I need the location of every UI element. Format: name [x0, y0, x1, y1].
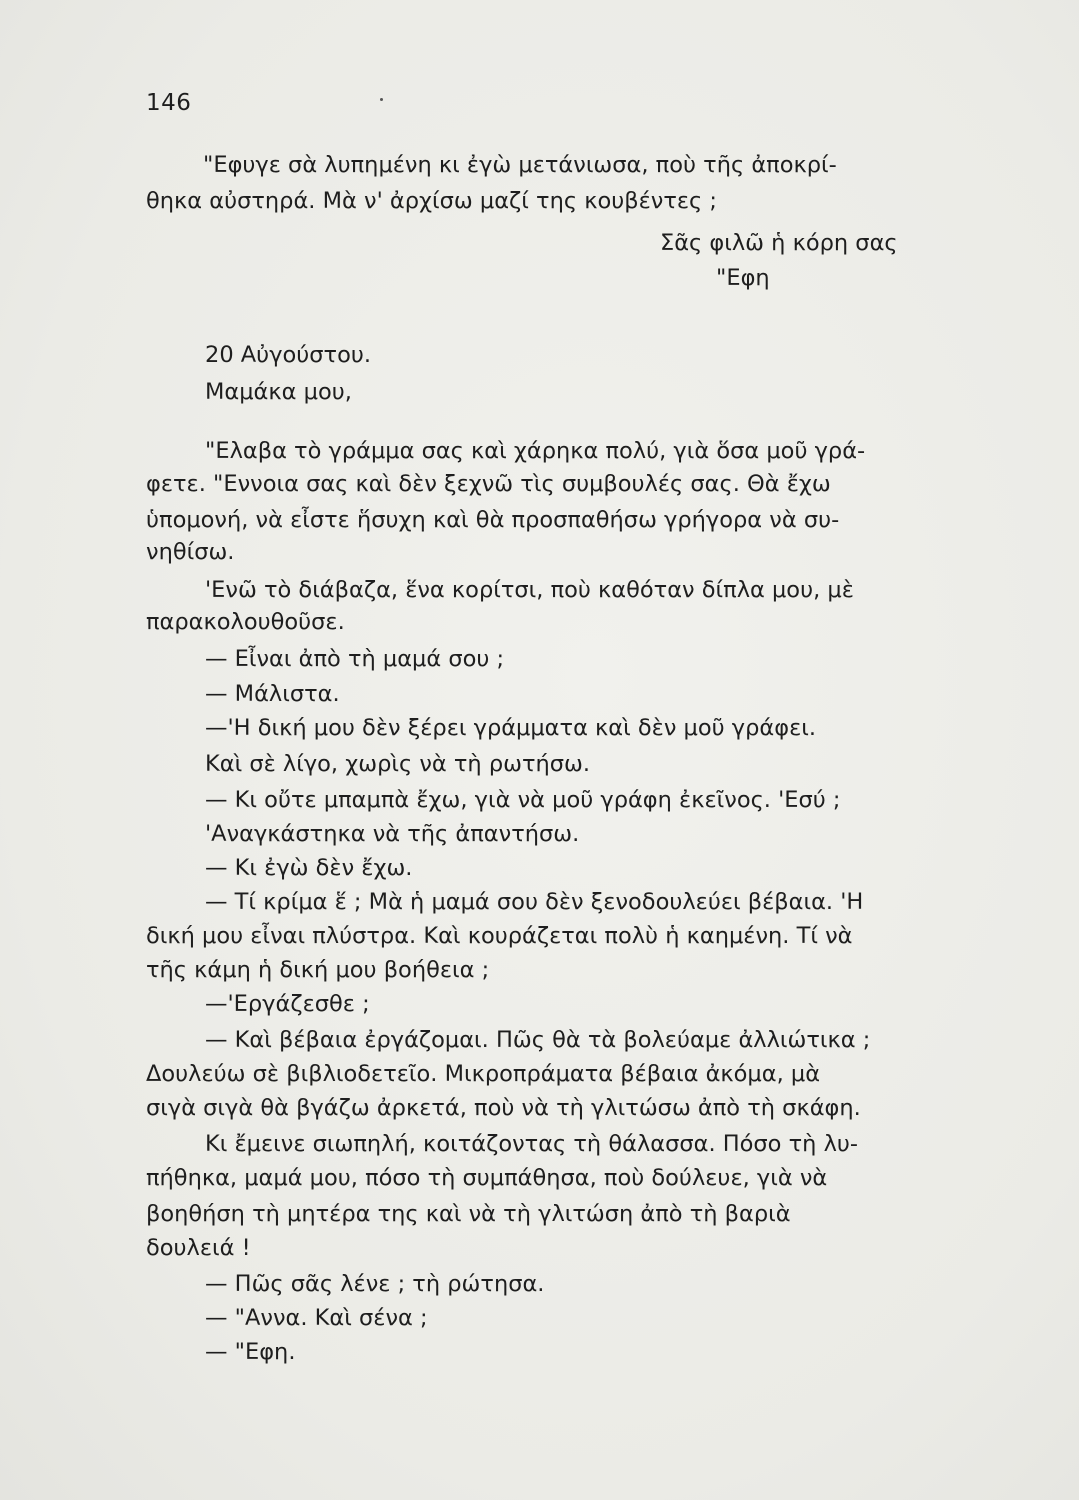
text-line: "Εφυγε σὰ λυπημένη κι ἐγὼ μετάνιωσα, ποὺ τῆς ἀποκρί- [203, 152, 837, 178]
dialogue-line: — "Εφη. [205, 1339, 296, 1365]
text-line: φετε. "Εννοια σας καὶ δὲν ξεχνῶ τὶς συμβουλές σας. Θὰ ἔχω [146, 471, 831, 497]
page-number: 146 [146, 90, 192, 116]
text-line: σιγὰ σιγὰ θὰ βγάζω ἀρκετά, ποὺ νὰ τὴ γλιτώσω ἀπὸ τὴ σκάφη. [146, 1095, 861, 1121]
text-line: "Ελαβα τὸ γράμμα σας καὶ χάρηκα πολύ, γιὰ ὅσα μοῦ γρά- [205, 438, 866, 464]
dialogue-line: — Μάλιστα. [205, 681, 340, 707]
text-line: ὑπομονή, νὰ εἶστε ἥσυχη καὶ θὰ προσπαθήσω γρήγορα νὰ συ- [146, 507, 840, 533]
dialogue-line: — "Αννα. Καὶ σένα ; [205, 1305, 428, 1331]
dialogue-line: — Κι ἐγὼ δὲν ἔχω. [205, 855, 413, 881]
text-line: 'Ενῶ τὸ διάβαζα, ἕνα κορίτσι, ποὺ καθόταν δίπλα μου, μὲ [205, 577, 854, 603]
dialogue-line: — Εἶναι ἀπὸ τὴ μαμά σου ; [205, 646, 505, 672]
letter-salutation: Μαμάκα μου, [205, 379, 352, 405]
dialogue-line: — Πῶς σᾶς λένε ; τὴ ρώτησα. [205, 1271, 545, 1297]
text-line: Κι ἔμεινε σιωπηλή, κοιτάζοντας τὴ θάλασσα. Πόσο τὴ λυ- [205, 1131, 859, 1157]
text-line: θηκα αὐστηρά. Μὰ ν' ἀρχίσω μαζί της κουβέντες ; [146, 188, 717, 214]
dialogue-line: — Τί κρίμα ἕ ; Μὰ ἡ μαμά σου δὲν ξενοδουλεύει βέβαια. 'Η [205, 889, 864, 915]
signature-name: "Εφη [716, 265, 770, 291]
text-line: 'Αναγκάστηκα νὰ τῆς ἀπαντήσω. [205, 821, 580, 847]
text-line: πήθηκα, μαμά μου, πόσο τὴ συμπάθησα, ποὺ δούλευε, γιὰ νὰ [146, 1165, 828, 1191]
letter-date: 20 Αὐγούστου. [205, 342, 372, 368]
text-line: παρακολουθοῦσε. [146, 609, 345, 635]
text-line: νηθίσω. [146, 539, 235, 565]
signature-closing: Σᾶς φιλῶ ἡ κόρη σας [660, 230, 898, 256]
dialogue-line: — Κι οὔτε μπαμπὰ ἔχω, γιὰ νὰ μοῦ γράφη ἐκεῖνος. 'Εσύ ; [205, 787, 841, 813]
text-line: Δουλεύω σὲ βιβλιοδετεῖο. Μικροπράματα βέβαια ἀκόμα, μὰ [146, 1061, 821, 1087]
text-line: δουλειά ! [146, 1235, 251, 1261]
text-line: βοηθήση τὴ μητέρα της καὶ νὰ τὴ γλιτώση ἀπὸ τὴ βαριὰ [146, 1201, 791, 1227]
text-line: δική μου εἶναι πλύστρα. Καὶ κουράζεται πολὺ ἡ καημένη. Τί νὰ [146, 923, 853, 949]
dialogue-line: —'Εργάζεσθε ; [205, 991, 370, 1017]
dialogue-line: —'Η δική μου δὲν ξέρει γράμματα καὶ δὲν μοῦ γράφει. [205, 715, 817, 741]
text-line: τῆς κάμη ἡ δική μου βοήθεια ; [146, 957, 490, 983]
ink-speck [380, 98, 383, 101]
dialogue-line: — Καὶ βέβαια ἐργάζομαι. Πῶς θὰ τὰ βολεύαμε ἀλλιώτικα ; [205, 1027, 871, 1053]
text-line: Καὶ σὲ λίγο, χωρὶς νὰ τὴ ρωτήσω. [205, 751, 591, 777]
